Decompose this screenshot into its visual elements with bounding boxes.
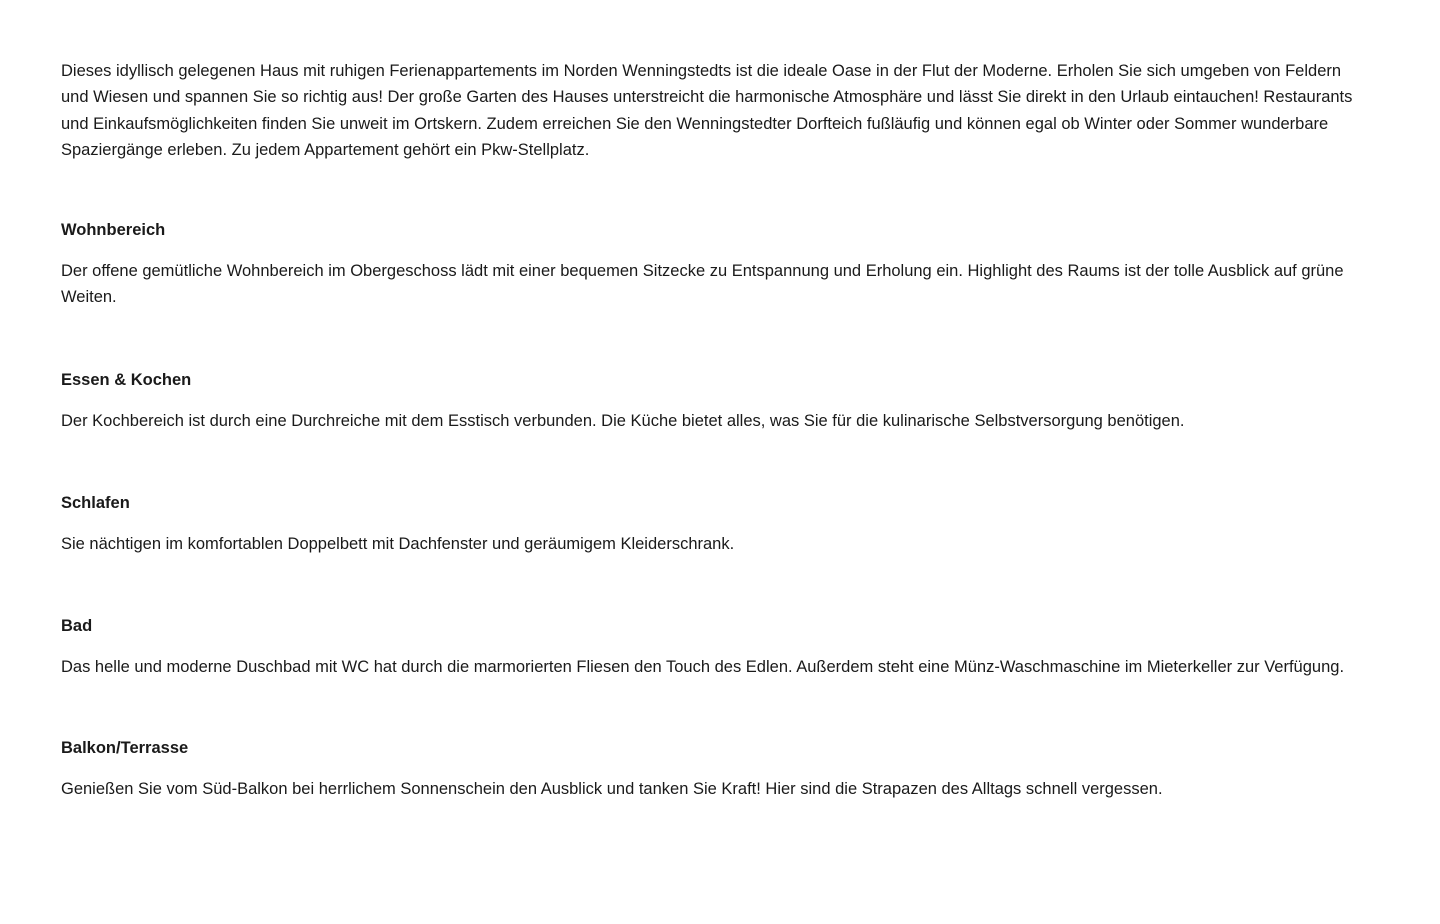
section-bad <box>61 613 1361 680</box>
section-text: Genießen Sie vom Süd-Balkon bei herrlichem Sonnenschein den Ausblick und tanken Sie Kraft! Hier sind die Strapazen des Alltags schnell vergessen. <box>61 779 1163 798</box>
section-text: Der offene gemütliche Wohnbereich im Obergeschoss lädt mit einer bequemen Sitzecke zu Entspannung und Erholung ein. Highlight des Raums ist der tolle Ausblick auf grüne Weiten. <box>61 262 1344 307</box>
section-title: Schlafen <box>61 494 130 513</box>
section-title: Bad <box>61 617 93 636</box>
section-title: Essen & Kochen <box>61 370 192 389</box>
section-text: Der Kochbereich ist durch eine Durchreiche mit dem Esstisch verbunden. Die Küche bietet alles, was Sie für die kulinarische Selbstversorgung benötigen. <box>61 411 1185 430</box>
section-wohnbereich <box>61 217 1361 311</box>
section-schlafen <box>61 490 1361 557</box>
section-balkon-terrasse <box>61 735 1361 802</box>
document-body <box>61 58 1361 802</box>
section-text: Das helle und moderne Duschbad mit WC hat durch die marmorierten Fliesen den Touch des Edlen. Außerdem steht eine Münz-Waschmaschine im Mieterkeller zur Verfügung. <box>61 658 1345 677</box>
section-title: Balkon/Terrasse <box>61 738 189 757</box>
section-title: Wohnbereich <box>61 221 166 240</box>
intro-paragraph: Dieses idyllisch gelegenen Haus mit ruhigen Ferienappartements im Norden Wenningstedts ist die ideale Oase in der Flut der Moderne. Erholen Sie sich umgeben von Feldern und Wiesen und spannen Sie so richtig aus! Der große Garten des Hauses unterstreicht die harmonische Atmosphäre und lässt Sie direkt in den Urlaub eintauchen! Restaurants und Einkaufsmöglichkeiten finden Sie unweit im Ortskern. Zudem erreichen Sie den Wenningstedter Dorfteich fußläufig und können egal ob Winter oder Sommer wunderbare Spaziergänge erleben. Zu jedem Appartement gehört ein Pkw-Stellplatz. <box>61 62 1353 159</box>
section-text: Sie nächtigen im komfortablen Doppelbett mit Dachfenster und geräumigem Kleiderschrank. <box>61 535 735 554</box>
section-essen-kochen <box>61 367 1361 434</box>
